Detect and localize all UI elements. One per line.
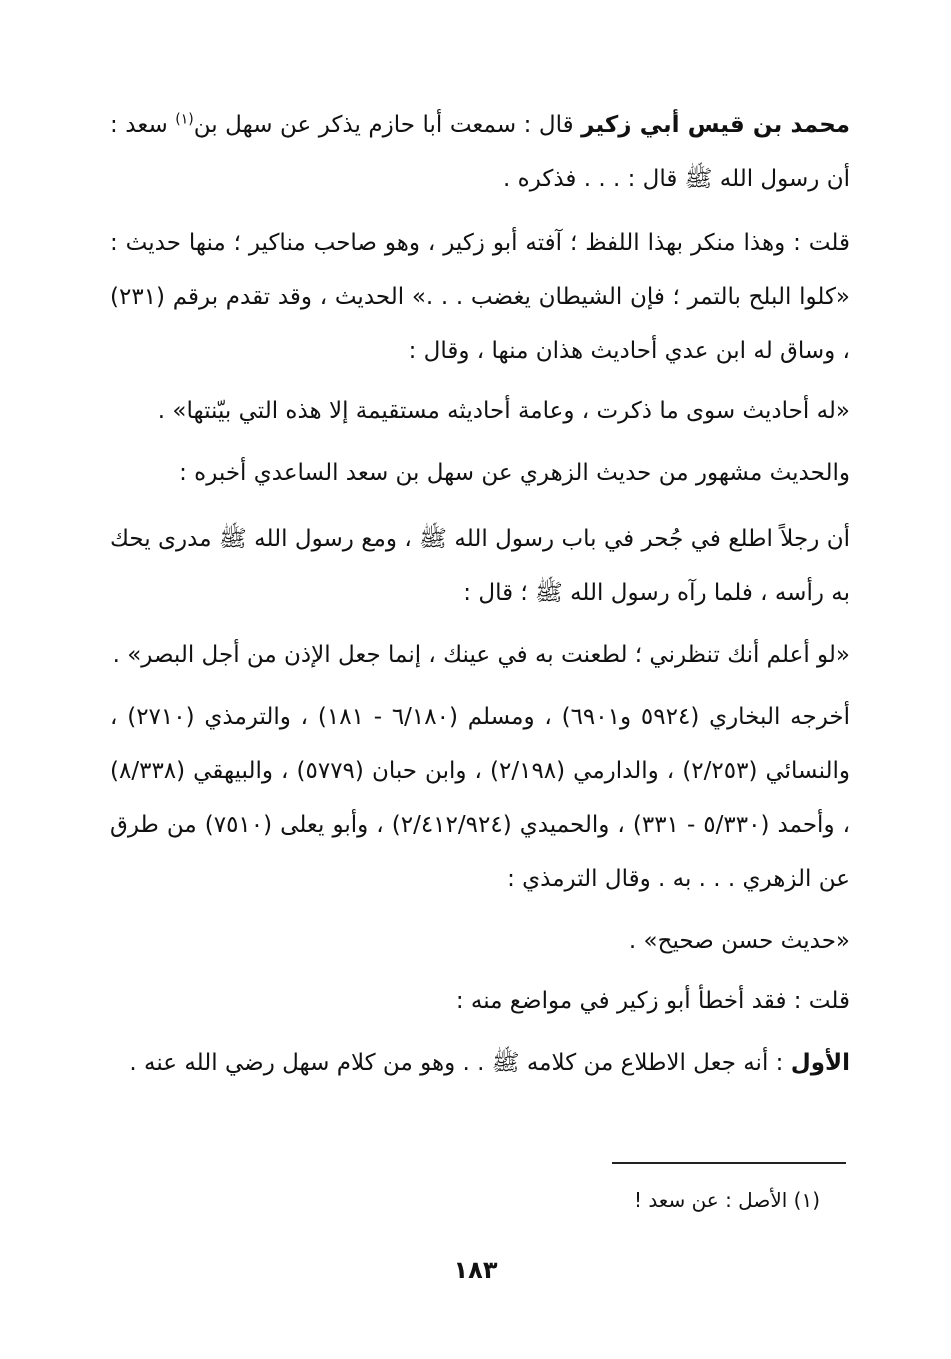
paragraph-8-quote: «حديث حسن صحيح» . bbox=[628, 928, 850, 954]
paragraph-10 bbox=[110, 1036, 878, 1090]
footnote: (١) الأصل : عن سعد ! bbox=[633, 1188, 820, 1212]
footnote-ref[interactable]: (١) bbox=[175, 111, 194, 128]
paragraph-6-quote: «لو أعلم أنك تنظرني ؛ لطعنت به في عينك ، إنما جعل الإذن من أجل البصر» . bbox=[112, 642, 850, 668]
paragraph-2: قلت : وهذا منكر بهذا اللفظ ؛ آفته أبو زكير ، وهو صاحب مناكير ؛ منها حديث : «كلوا البلح بالتمر ؛ فإن الشيطان يغضب . . .» الحديث ، وقد تقدم برقم (٢٣١) ، وساق له ابن عدي أحاديث هذان منها ، وقال : bbox=[110, 230, 850, 364]
narrator-name: محمد بن قيس أبي زكير bbox=[581, 112, 851, 138]
paragraph-1 bbox=[110, 98, 850, 206]
paragraph-9: قلت : فقد أخطأ أبو زكير في مواضع منه : bbox=[455, 988, 850, 1014]
paragraph-3-quote: «له أحاديث سوى ما ذكرت ، وعامة أحاديثه مستقيمة إلا هذه التي بيّنتها» . bbox=[157, 398, 850, 424]
paragraph-10-text: : أنه جعل الاطلاع من كلامه ﷺ . . وهو من كلام سهل رضي الله عنه . bbox=[129, 1050, 791, 1076]
first-point-label: الأول bbox=[790, 1050, 850, 1076]
page-number: ١٨٣ bbox=[453, 1256, 498, 1284]
paragraph-1-text-b: سعد : أن رسول الله ﷺ قال : . . . فذكره . bbox=[110, 112, 850, 192]
paragraph-7-takhrij: أخرجه البخاري (٥٩٢٤ و٦٩٠١) ، ومسلم (٦/١٨٠ - ١٨١) ، والترمذي (٢٧١٠) ، والنسائي (٢/٢٥٣) ، والدارمي (٢/١٩٨) ، وابن حبان (٥٧٧٩) ، والبيهقي (٨/٣٣٨) ، وأحمد (٥/٣٣٠ - ٣٣١) ، والحميدي (٢/٤١٢/٩٢٤) ، وأبو يعلى (٧٥١٠) من طرق عن الزهري . . . به . وقال الترمذي : bbox=[110, 704, 851, 892]
paragraph-5-hadith: أن رجلاً اطلع في جُحر في باب رسول الله ﷺ ، ومع رسول الله ﷺ مدرى يحك به رأسه ، فلما رآه رسول الله ﷺ ؛ قال : bbox=[110, 526, 850, 606]
paragraph-4: والحديث مشهور من حديث الزهري عن سهل بن سعد الساعدي أخبره : bbox=[179, 460, 850, 486]
paragraph-1-text-a: قال : سمعت أبا حازم يذكر عن سهل بن bbox=[193, 112, 582, 138]
footnote-divider bbox=[612, 1162, 846, 1164]
